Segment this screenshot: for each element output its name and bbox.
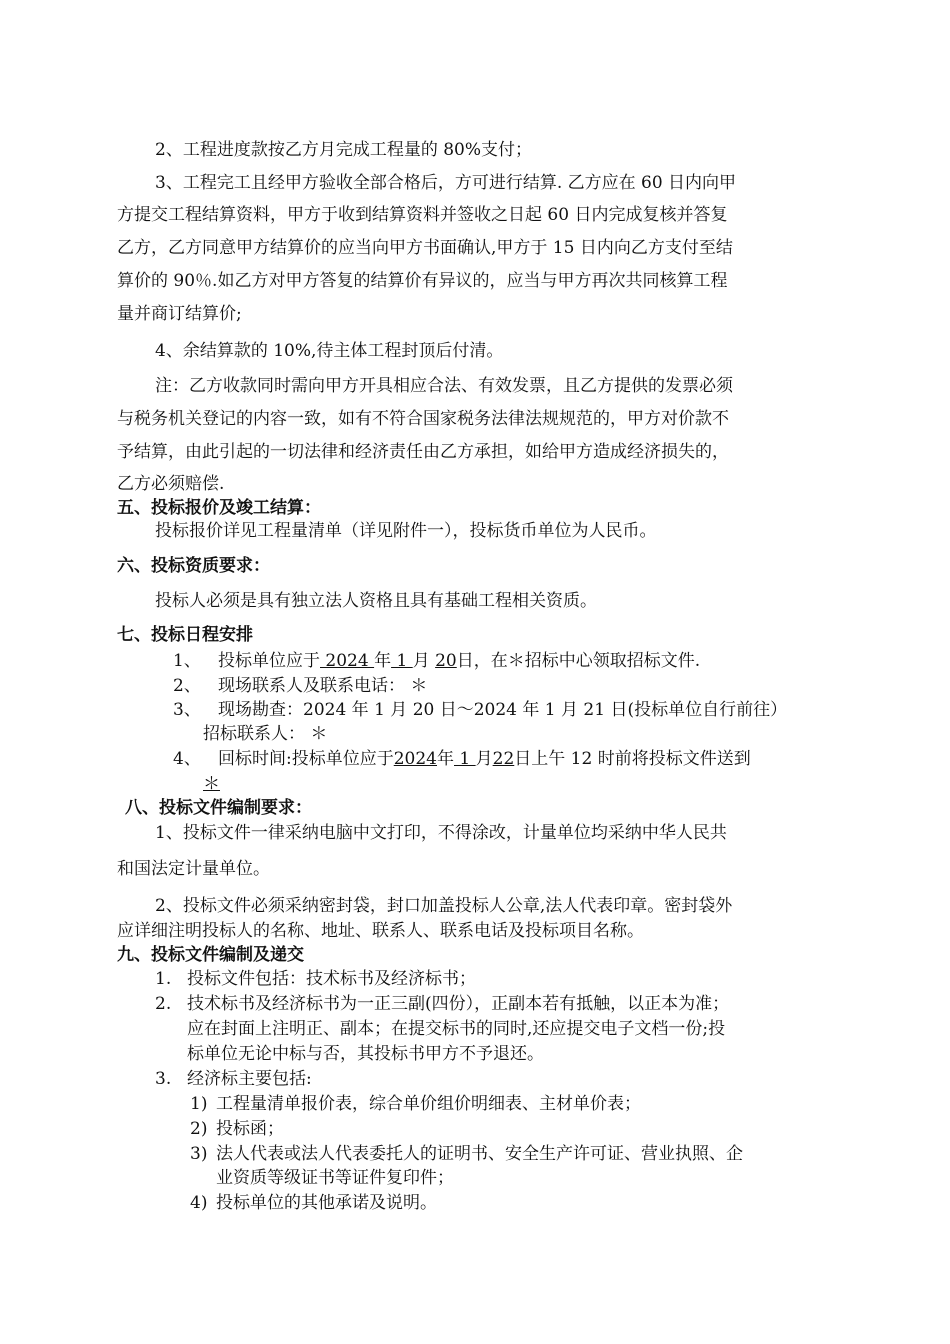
section-9-item-1: 投标文件包括：技术标书及经济标书；: [187, 969, 476, 989]
section-9-item-2-number: 2.: [155, 994, 172, 1014]
economic-bid-subitem-2-number: 2): [190, 1119, 208, 1139]
payment-clause-2: 2、工程进度款按乙方月完成工程量的 80%支付；: [155, 140, 533, 160]
payment-clause-3-line-5: 量并商订结算价;: [117, 304, 242, 324]
schedule-item-1: 投标单位应于 2024 年 1 月 20日，在＊招标中心领取招标文件.: [218, 651, 701, 671]
section-8-item-2-line-1: 2、投标文件必须采纳密封袋，封口加盖投标人公章,法人代表印章。密封袋外: [155, 896, 733, 916]
section-9-item-2-line-1: 技术标书及经济标书为一正三副(四份），正副本若有抵触，以正本为准；: [187, 994, 730, 1014]
economic-bid-subitem-3-number: 3): [190, 1144, 208, 1164]
economic-bid-subitem-4: 投标单位的其他承诺及说明。: [216, 1193, 437, 1213]
economic-bid-subitem-3-line-2: 业资质等级证书等证件复印件；: [216, 1168, 454, 1188]
section-6-heading: 六、投标资质要求：: [117, 556, 270, 576]
schedule-item-4-number: 4、: [173, 749, 201, 769]
section-9-heading: 九、投标文件编制及递交: [117, 945, 304, 965]
payment-note-line-1: 注：乙方收款同时需向甲方开具相应合法、有效发票，且乙方提供的发票必须: [155, 376, 733, 396]
section-8-heading: 八、投标文件编制要求：: [125, 798, 312, 818]
section-9-item-1-number: 1.: [155, 969, 172, 989]
payment-clause-3-line-1: 3、工程完工且经甲方验收全部合格后，方可进行结算. 乙方应在 60 日内向甲: [155, 173, 737, 193]
schedule-item-3: 现场勘查：2024 年 1 月 20 日～2024 年 1 月 21 日(投标单位自行前往）: [218, 700, 788, 720]
payment-note-line-4: 乙方必须赔偿.: [117, 474, 225, 494]
schedule-item-2-number: 2、: [173, 676, 201, 696]
section-8-item-1-line-2: 和国法定计量单位。: [117, 859, 270, 879]
schedule-item-3-contact: 招标联系人： ＊: [203, 724, 328, 744]
payment-note-line-2: 与税务机关登记的内容一致，如有不符合国家税务法律法规规范的，甲方对价款不: [117, 409, 729, 429]
payment-clause-3-line-2: 方提交工程结算资料，甲方于收到结算资料并签收之日起 60 日内完成复核并答复: [117, 205, 728, 225]
schedule-item-1-number: 1、: [173, 651, 201, 671]
section-5-text: 投标报价详见工程量清单（详见附件一），投标货币单位为人民币。: [155, 521, 657, 541]
section-9-item-3-number: 3.: [155, 1069, 172, 1089]
economic-bid-subitem-4-number: 4): [190, 1193, 208, 1213]
schedule-item-2: 现场联系人及联系电话： ＊: [218, 676, 428, 696]
economic-bid-subitem-1: 工程量清单报价表，综合单价组价明细表、主材单价表；: [216, 1094, 641, 1114]
section-6-text: 投标人必须是具有独立法人资格且具有基础工程相关资质。: [155, 591, 597, 611]
payment-clause-4: 4、余结算款的 10%,待主体工程封顶后付清。: [155, 341, 504, 361]
section-5-heading: 五、投标报价及竣工结算：: [117, 498, 321, 518]
payment-clause-3-line-3: 乙方，乙方同意甲方结算价的应当向甲方书面确认,甲方于 15 日内向乙方支付至结: [117, 238, 733, 258]
economic-bid-subitem-1-number: 1): [190, 1094, 208, 1114]
economic-bid-subitem-2: 投标函；: [216, 1119, 284, 1139]
section-9-item-3: 经济标主要包括:: [187, 1069, 312, 1089]
payment-note-line-3: 予结算，由此引起的一切法律和经济责任由乙方承担，如给甲方造成经济损失的，: [117, 442, 729, 462]
section-8-item-1-line-1: 1、投标文件一律采纳电脑中文打印，不得涂改，计量单位均采纳中华人民共: [155, 823, 727, 843]
payment-clause-3-line-4: 算价的 90％.如乙方对甲方答复的结算价有异议的，应当与甲方再次共同核算工程: [117, 271, 728, 291]
section-9-item-2-line-3: 标单位无论中标与否，其投标书甲方不予退还。: [187, 1044, 544, 1064]
section-7-heading: 七、投标日程安排: [117, 625, 253, 645]
section-8-item-2-line-2: 应详细注明投标人的名称、地址、联系人、联系电话及投标项目名称。: [117, 921, 644, 941]
schedule-item-3-number: 3、: [173, 700, 201, 720]
schedule-item-4: 回标时间:投标单位应于2024年 1 月22日上午 12 时前将投标文件送到: [218, 749, 751, 769]
schedule-item-4-destination: ＊: [203, 774, 220, 794]
section-9-item-2-line-2: 应在封面上注明正、副本；在提交标书的同时,还应提交电子文档一份;投: [187, 1019, 726, 1039]
economic-bid-subitem-3-line-1: 法人代表或法人代表委托人的证明书、安全生产许可证、营业执照、企: [216, 1144, 743, 1164]
